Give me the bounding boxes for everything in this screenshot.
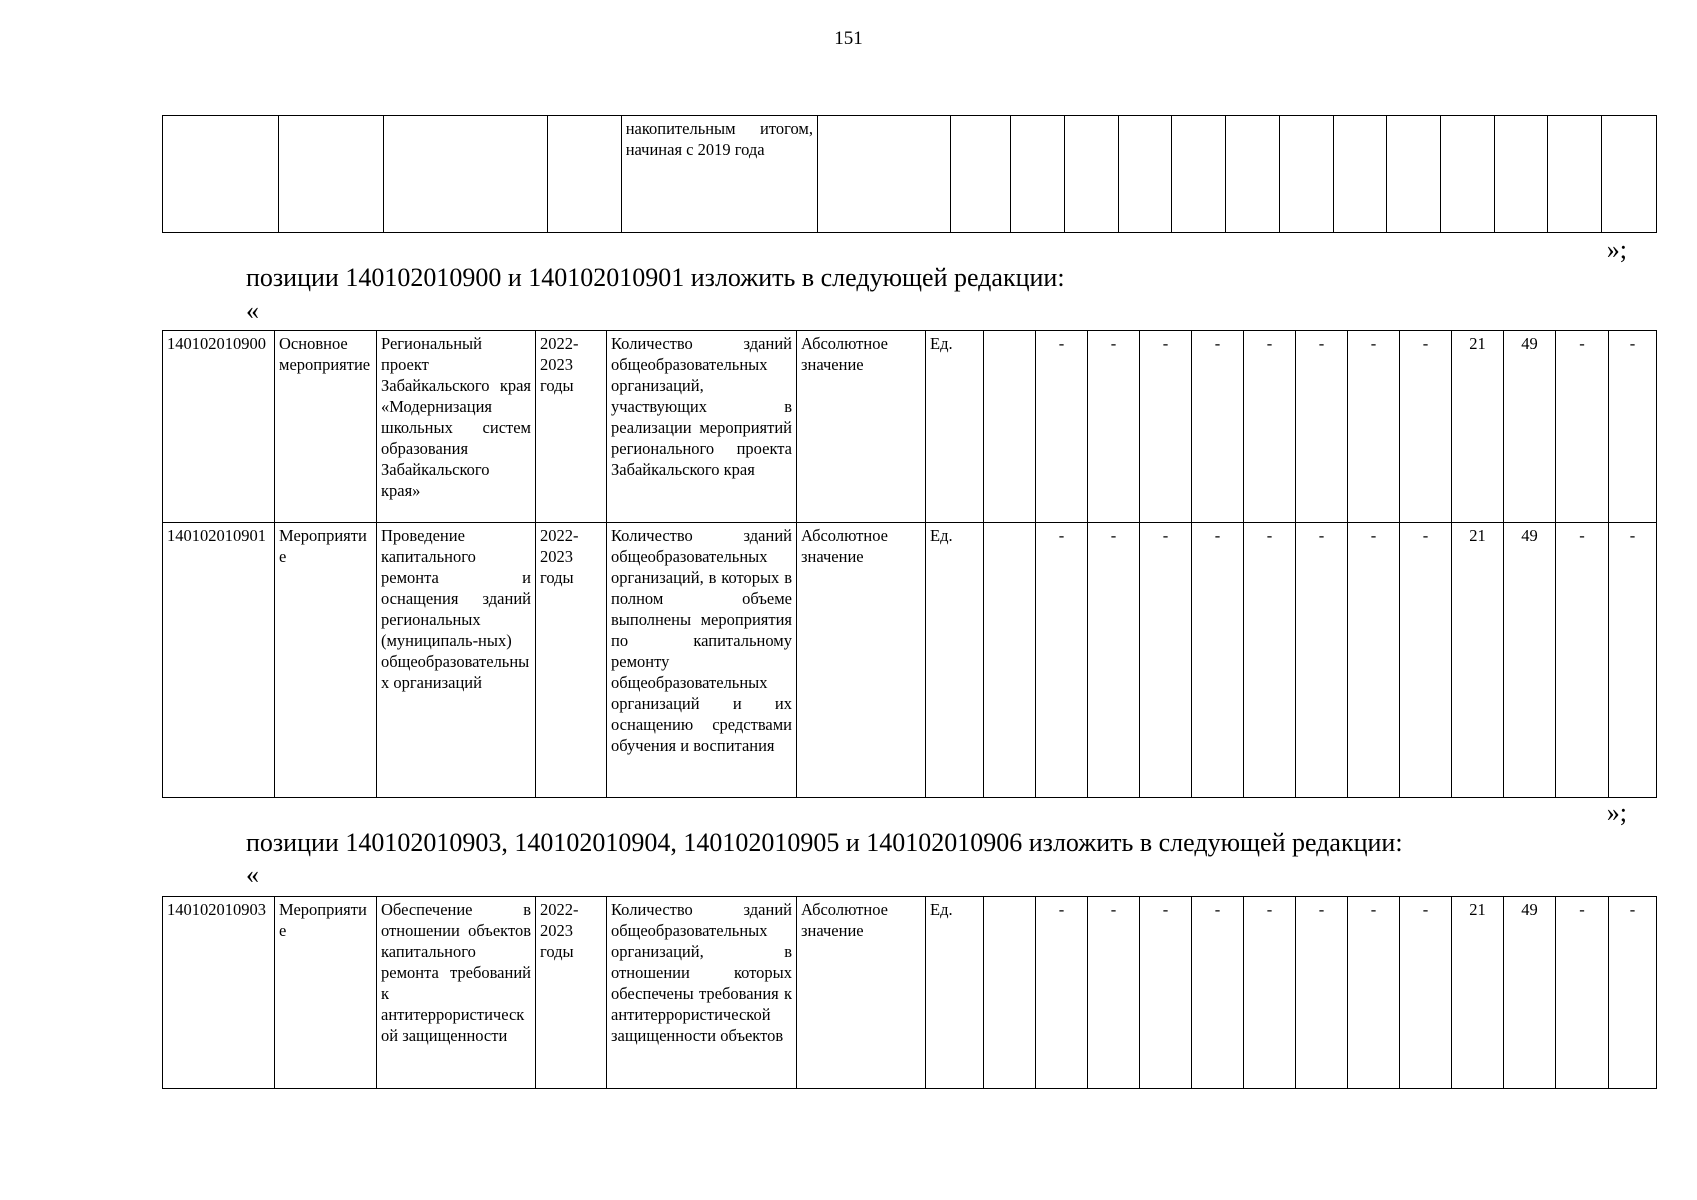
code-cell: 140102010900 xyxy=(163,331,275,523)
value-cell: - xyxy=(1609,331,1657,523)
value-cell: - xyxy=(1192,897,1244,1089)
value-cell: - xyxy=(1348,897,1400,1089)
measure-type-cell: Абсолютное значение xyxy=(797,331,926,523)
value-cell: - xyxy=(1556,897,1609,1089)
unit-cell: Ед. xyxy=(926,523,984,798)
value-cell: - xyxy=(1088,523,1140,798)
value-cell xyxy=(1387,116,1441,233)
value-cell xyxy=(1064,116,1118,233)
continuation-table xyxy=(162,115,1657,233)
table-row xyxy=(163,331,1657,523)
value-cell: 49 xyxy=(1504,897,1556,1089)
unit-cell: Ед. xyxy=(926,897,984,1089)
closing-quote: »; xyxy=(1606,798,1627,827)
type-cell xyxy=(278,116,383,233)
unit-cell xyxy=(951,116,1011,233)
value-cell xyxy=(1279,116,1333,233)
value-cell: - xyxy=(1296,523,1348,798)
table-row xyxy=(163,116,1657,233)
value-cell: - xyxy=(1400,331,1452,523)
value-cell: - xyxy=(1244,331,1296,523)
value-cell: 49 xyxy=(1504,523,1556,798)
period-cell: 2022-2023 годы xyxy=(536,523,607,798)
value-cell xyxy=(1333,116,1387,233)
name-cell: Обеспечение в отношении объектов капитального ремонта требований к антитеррористической защищенности xyxy=(377,897,536,1089)
value-cell: - xyxy=(1556,523,1609,798)
value-cell: - xyxy=(1140,897,1192,1089)
table-row xyxy=(163,523,1657,798)
value-cell xyxy=(984,897,1036,1089)
unit-cell: Ед. xyxy=(926,331,984,523)
positions-table-1 xyxy=(162,330,1657,798)
value-cell: - xyxy=(1140,523,1192,798)
value-cell: - xyxy=(1192,523,1244,798)
value-cell: - xyxy=(1400,523,1452,798)
value-cell: 21 xyxy=(1452,523,1504,798)
name-cell: Проведение капитального ремонта и оснащения зданий региональных (муниципаль-ных) общеобразовательных организаций xyxy=(377,523,536,798)
period-cell xyxy=(548,116,621,233)
value-cell: - xyxy=(1036,331,1088,523)
value-cell xyxy=(1494,116,1548,233)
indicator-cell: Количество зданий общеобразовательных организаций, участвующих в реализации мероприятий регионального проекта Забайкальского края xyxy=(607,331,797,523)
name-cell xyxy=(384,116,548,233)
type-cell: Мероприятие xyxy=(275,523,377,798)
closing-quote: »; xyxy=(1606,235,1627,264)
name-cell: Региональный проект Забайкальского края «Модернизация школьных систем образования Забайкальского края» xyxy=(377,331,536,523)
value-cell: - xyxy=(1244,523,1296,798)
value-cell: 21 xyxy=(1452,897,1504,1089)
value-cell xyxy=(1011,116,1065,233)
value-cell xyxy=(1172,116,1226,233)
code-cell: 140102010903 xyxy=(163,897,275,1089)
value-cell: - xyxy=(1296,897,1348,1089)
value-cell xyxy=(1226,116,1280,233)
value-cell: - xyxy=(1348,523,1400,798)
value-cell: - xyxy=(1140,331,1192,523)
value-cell: - xyxy=(1609,523,1657,798)
value-cell: - xyxy=(1088,331,1140,523)
measure-type-cell xyxy=(817,116,950,233)
code-cell: 140102010901 xyxy=(163,523,275,798)
value-cell xyxy=(984,331,1036,523)
type-cell: Мероприятие xyxy=(275,897,377,1089)
value-cell: - xyxy=(1348,331,1400,523)
value-cell: 49 xyxy=(1504,331,1556,523)
measure-type-cell: Абсолютное значение xyxy=(797,897,926,1089)
value-cell: - xyxy=(1244,897,1296,1089)
table-row xyxy=(163,897,1657,1089)
value-cell: - xyxy=(1036,897,1088,1089)
measure-type-cell: Абсолютное значение xyxy=(797,523,926,798)
value-cell: - xyxy=(1088,897,1140,1089)
instruction-paragraph: позиции 140102010903, 140102010904, 140102010905 и 140102010906 изложить в следующей редакции: xyxy=(246,828,1403,857)
value-cell xyxy=(1118,116,1172,233)
indicator-cell: Количество зданий общеобразовательных организаций, в отношении которых обеспечены требования к антитеррористической защищенности объектов xyxy=(607,897,797,1089)
page-number: 151 xyxy=(834,28,863,49)
opening-quote: « xyxy=(246,296,259,325)
value-cell xyxy=(1602,116,1657,233)
value-cell: - xyxy=(1296,331,1348,523)
value-cell xyxy=(1440,116,1494,233)
value-cell: - xyxy=(1609,897,1657,1089)
period-cell: 2022-2023 годы xyxy=(536,331,607,523)
value-cell xyxy=(1548,116,1602,233)
indicator-cell: Количество зданий общеобразовательных организаций, в которых в полном объеме выполнены мероприятия по капитальному ремонту общеобразовательных организаций и их оснащению средствами обучения и воспитания xyxy=(607,523,797,798)
instruction-paragraph: позиции 140102010900 и 140102010901 изложить в следующей редакции: xyxy=(246,263,1065,292)
type-cell: Основное мероприятие xyxy=(275,331,377,523)
positions-table-2 xyxy=(162,896,1657,1089)
value-cell: - xyxy=(1192,331,1244,523)
value-cell: - xyxy=(1400,897,1452,1089)
period-cell: 2022-2023 годы xyxy=(536,897,607,1089)
value-cell: - xyxy=(1556,331,1609,523)
indicator-cell: накопительным итогом, начиная с 2019 года xyxy=(621,116,817,233)
value-cell: 21 xyxy=(1452,331,1504,523)
code-cell xyxy=(163,116,279,233)
value-cell: - xyxy=(1036,523,1088,798)
value-cell xyxy=(984,523,1036,798)
opening-quote: « xyxy=(246,860,259,889)
